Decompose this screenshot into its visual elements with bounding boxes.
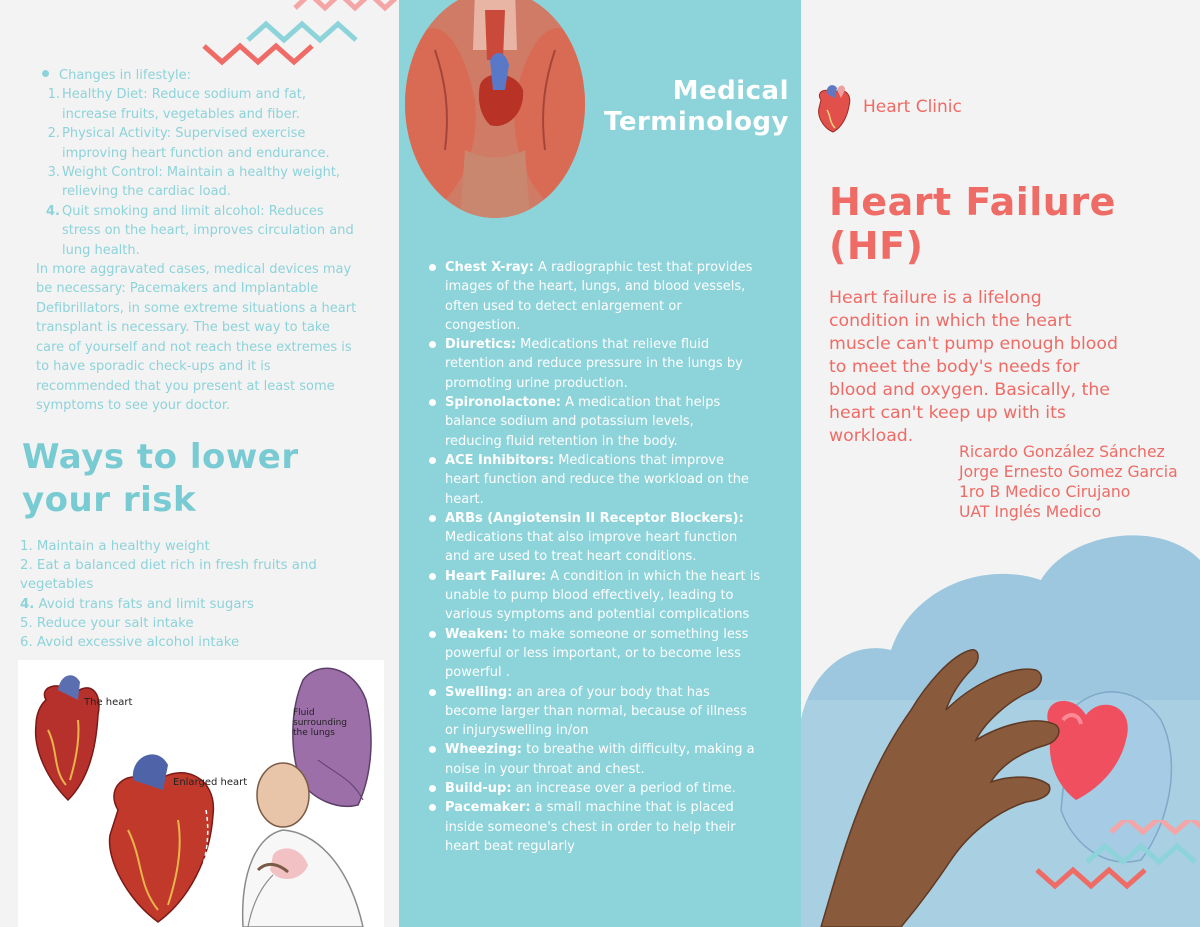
label-fluid-1: Fluid xyxy=(293,708,315,718)
list-item: 3. Weight Control: Maintain a healthy weight, relieving the cardiac load. xyxy=(47,165,341,200)
label-heart: The heart xyxy=(84,697,133,708)
lifestyle-list xyxy=(22,85,372,260)
bullet-icon xyxy=(429,804,436,811)
bullet-icon xyxy=(42,70,49,77)
term-heart-failure: Heart Failure: A condition in which the heart is unable to pump blood effectively, leading to various symptoms and potential complications xyxy=(429,567,779,625)
term-swelling: Swelling: an area of your body that has become larger than normal, because of illness or injuryswelling in/on xyxy=(429,683,779,741)
label-fluid-2: surrounding xyxy=(293,718,347,728)
medical-terminology-title: Medical Terminology xyxy=(604,76,789,137)
bullet-icon xyxy=(429,399,436,406)
bullet-icon xyxy=(429,573,436,580)
bullet-icon xyxy=(429,631,436,638)
anatomy-torso-image xyxy=(405,0,585,218)
right-panel xyxy=(801,0,1200,927)
list-item: 2. Physical Activity: Supervised exercise improving heart function and endurance. xyxy=(47,126,330,161)
bullet-icon xyxy=(429,341,436,348)
term-diuretics: Diuretics: Medications that relieve fluid retention and reduce pressure in the lungs by promoting urine production. xyxy=(429,335,779,393)
authors-block: Ricardo González Sánchez Jorge Ernesto Gomez Garcia 1ro B Medico Cirujano UAT Inglés Medico xyxy=(959,443,1178,521)
bullet-icon xyxy=(429,457,436,464)
list-item: 1. Maintain a healthy weight xyxy=(20,539,210,554)
bullet-icon xyxy=(429,515,436,522)
heart-illustration xyxy=(18,660,384,927)
term-build-up: Build-up: an increase over a period of time. xyxy=(429,779,779,798)
lifestyle-header: Changes in lifestyle: xyxy=(22,66,372,85)
bullet-icon xyxy=(429,746,436,753)
zigzag-decoration-top xyxy=(200,0,399,70)
left-panel xyxy=(0,0,399,927)
term-pacemaker: Pacemaker: a small machine that is placed inside someone's chest in order to help their heart beat regularly xyxy=(429,798,779,856)
devices-paragraph: In more aggravated cases, medical devices may be necessary: Pacemakers and Implantable Defibrillators, in some extreme situations a heart transplant is necessary. The best way to take care of yourself and not reach these extremes is to have sporadic check-ups and it is recommended that you present at least some symptoms to see your doctor. xyxy=(36,262,357,413)
list-item: vegetables xyxy=(20,577,94,593)
term-weaken: Weaken: to make someone or something less powerful or less important, or to become less powerful . xyxy=(429,625,779,683)
label-fluid-3: the lungs xyxy=(293,728,335,738)
list-item: 4. Quit smoking and limit alcohol: Reduces stress on the heart, improves circulation and lung health. xyxy=(46,203,354,258)
term-ace-inhibitors: ACE Inhibitors: Medications that improve heart function and reduce the workload on the heart. xyxy=(429,451,779,509)
lifestyle-section xyxy=(22,66,372,415)
list-item: 6. Avoid excessive alcohol intake xyxy=(20,635,240,651)
ways-title: Ways to lower your risk xyxy=(22,437,299,520)
terminology-list xyxy=(429,258,779,856)
bullet-icon xyxy=(429,689,436,696)
middle-panel xyxy=(399,0,801,927)
label-enlarged-heart: Enlarged heart xyxy=(173,777,248,788)
heart-failure-title: Heart Failure (HF) xyxy=(829,180,1116,268)
bullet-icon xyxy=(429,264,436,271)
heart-failure-description: Heart failure is a lifelong condition in which the heart muscle can't pump enough blood to meet the body's needs for blood and oxygen. Basically, the heart can't keep up with its workload. xyxy=(829,288,1118,446)
term-chest-x-ray: Chest X-ray: A radiographic test that provides images of the heart, lungs, and blood vessels, often used to detect enlargement or congestion. xyxy=(429,258,779,335)
list-item: 1. Healthy Diet: Reduce sodium and fat, increase fruits, vegetables and fiber. xyxy=(47,87,306,122)
term-wheezing: Wheezing: to breathe with difficulty, making a noise in your throat and chest. xyxy=(429,740,779,779)
zigzag-decoration-bottom xyxy=(1031,820,1200,920)
term-arbs: ARBs (Angiotensin II Receptor Blockers): Medications that also improve heart function and are used to treat heart conditions. xyxy=(429,509,779,567)
clinic-name: Heart Clinic xyxy=(863,97,962,117)
list-item: 4. Avoid trans fats and limit sugars xyxy=(20,596,254,612)
term-spironolactone: Spironolactone: A medication that helps balance sodium and potassium levels, reducing fluid retention in the body. xyxy=(429,393,779,451)
bullet-icon xyxy=(429,785,436,792)
list-item: 2. Eat a balanced diet rich in fresh fruits and xyxy=(20,558,317,574)
list-item: 5. Reduce your salt intake xyxy=(20,615,194,631)
ways-list xyxy=(20,537,370,652)
anatomical-heart-icon xyxy=(813,82,855,134)
